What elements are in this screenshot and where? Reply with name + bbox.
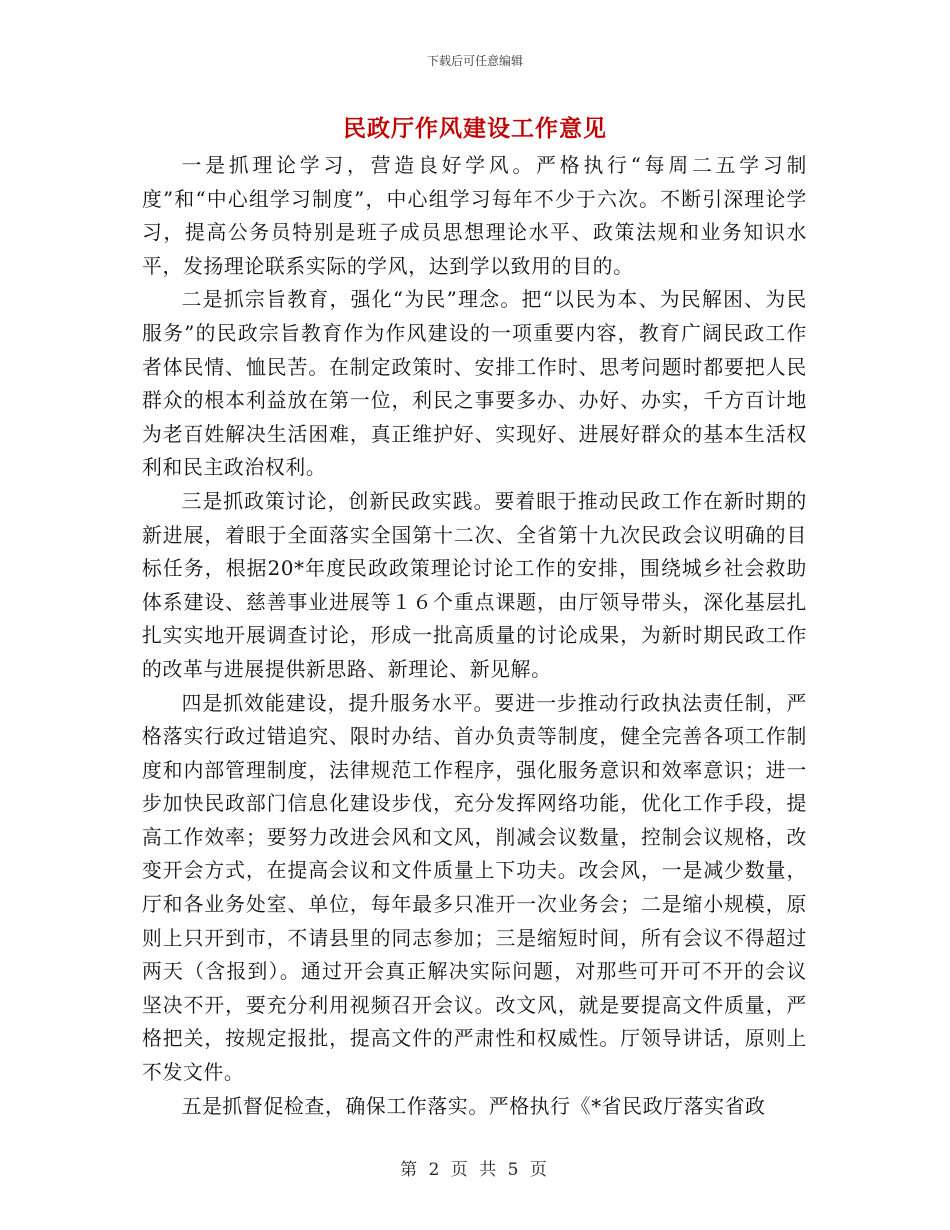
header-note: 下载后可任意编辑	[426, 54, 523, 68]
page-number: 第 2 页 共 5 页	[400, 1160, 550, 1180]
paragraph-3: 三是抓政策讨论，创新民政实践。要着眼于推动民政工作在新时期的新进展，着眼于全面落实全国第十二次、全省第十九次民政会议明确的目标任务，根据20*年度民政政策理论讨论工作的安排，围绕城乡社会救助体系建设、慈善事业进展等１６个重点课题，由厅领导带头，深化基层扎扎实实地开展调查讨论，形成一批高质量的讨论成果，为新时期民政工作的改革与进展提供新思路、新理论、新见解。	[142, 489, 807, 681]
paragraph-4: 四是抓效能建设，提升服务水平。要进一步推动行政执法责任制，严格落实行政过错追究、限时办结、首办负责等制度，健全完善各项工作制度和内部管理制度，法律规范工作程序，强化服务意识和效率意识；进一步加快民政部门信息化建设步伐，充分发挥网络功能，优化工作手段，提高工作效率；要努力改进会风和文风，削减会议数量，控制会议规格，改变开会方式，在提高会议和文件质量上下功夫。改会风，一是减少数量，厅和各业务处室、单位，每年最多只准开一次业务会；二是缩小规模，原则上只开到市，不请县里的同志参加；三是缩短时间，所有会议不得超过两天（含报到）。通过开会真正解决实际问题，对那些可开可不开的会议坚决不开，要充分利用视频召开会议。改文风，就是要提高文件质量，严格把关，按规定报批，提高文件的严肃性和权威性。厅领导讲话，原则上不发文件。	[142, 691, 807, 1085]
paragraph-2: 二是抓宗旨教育，强化“为民”理念。把“以民为本、为民解困、为民服务”的民政宗旨教育作为作风建设的一项重要内容，教育广阔民政工作者体民情、恤民苦。在制定政策时、安排工作时、思考问题时都要把人民群众的根本利益放在第一位，利民之事要多办、办好、办实，千方百计地为老百姓解决生活困难，真正维护好、实现好、进展好群众的基本生活权利和民主政治权利。	[142, 288, 807, 480]
paragraph-5: 五是抓督促检查，确保工作落实。严格执行《*省民政厅落实省政	[181, 1094, 766, 1118]
document-title: 民政厅作风建设工作意见	[343, 115, 607, 142]
document-body	[142, 149, 807, 1123]
paragraph-1: 一是抓理论学习，营造良好学风。严格执行“每周二五学习制度”和“中心组学习制度”，中心组学习每年不少于六次。不断引深理论学习，提高公务员特别是班子成员思想理论水平、政策法规和业务知识水平，发扬理论联系实际的学风，达到学以致用的目的。	[142, 154, 807, 278]
